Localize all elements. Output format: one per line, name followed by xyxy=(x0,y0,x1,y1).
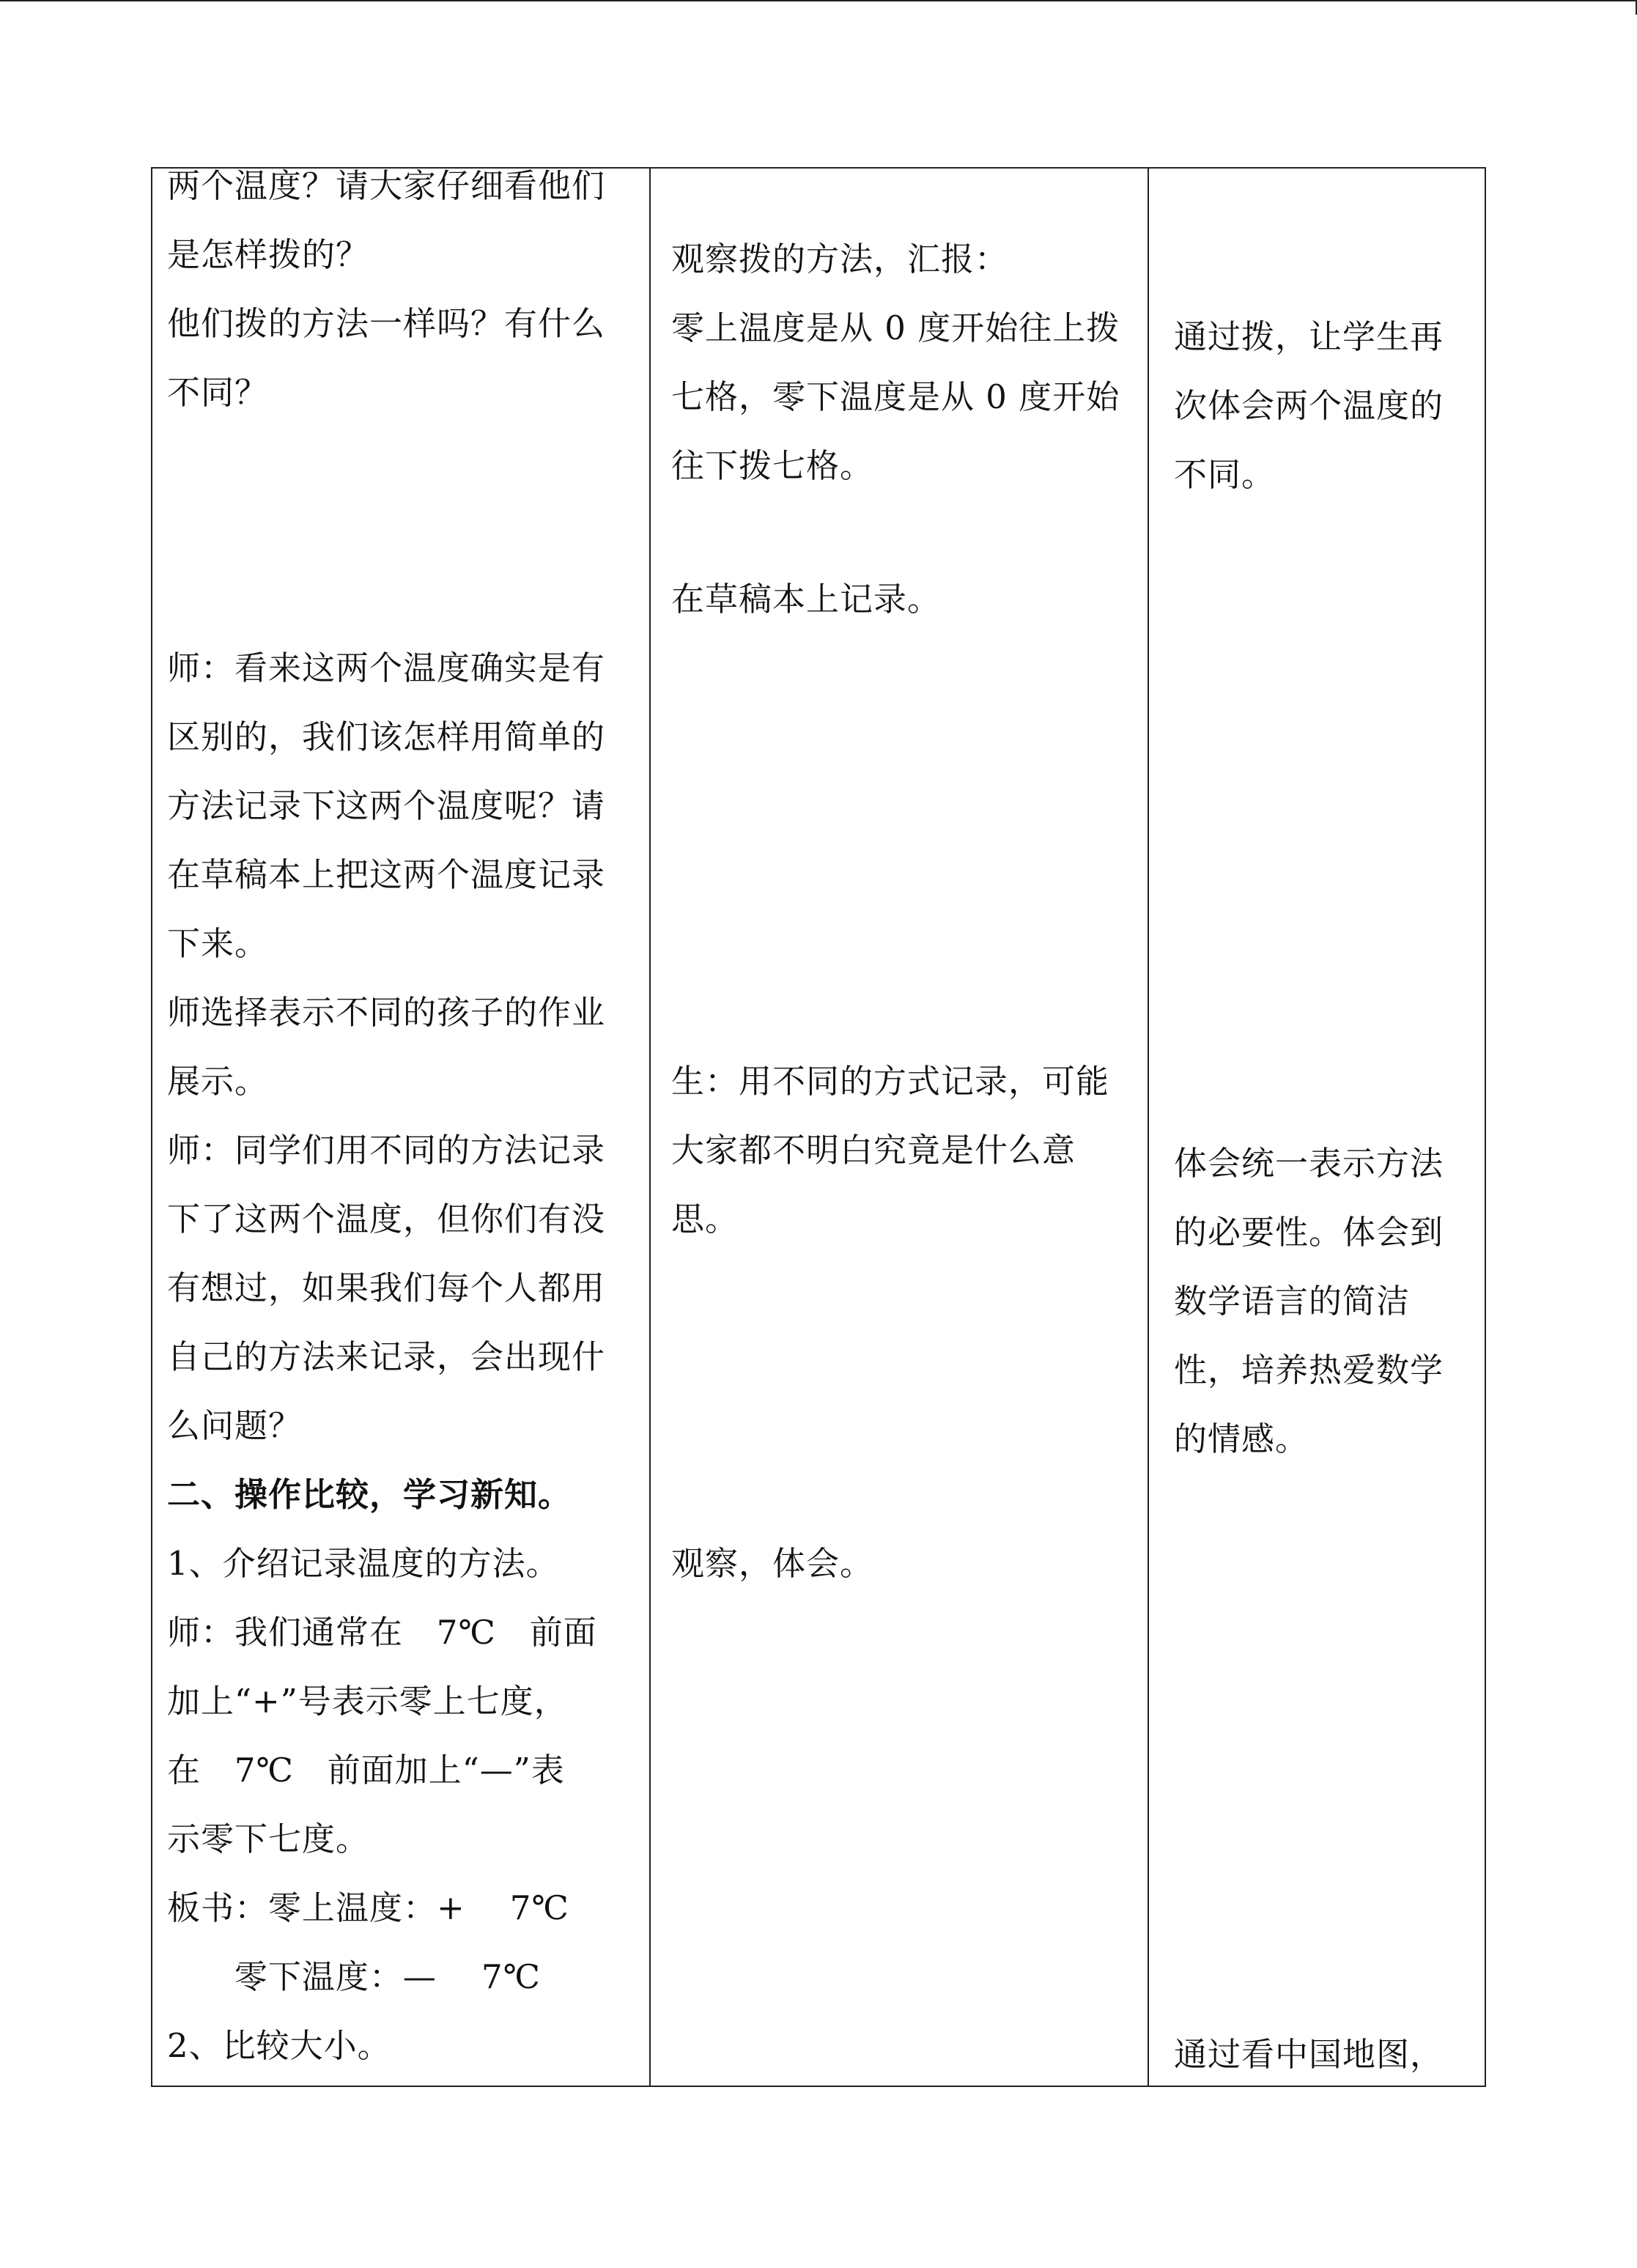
col1-text-line: 1、介绍记录温度的方法。 xyxy=(167,1544,560,1583)
col2-text-line: 大家都不明白究竟是什么意 xyxy=(671,1131,1076,1170)
col3-text-line: 体会统一表示方法 xyxy=(1174,1144,1444,1183)
col3-text-line: 的情感。 xyxy=(1174,1419,1309,1458)
col1-text-line: 示零下七度。 xyxy=(167,1820,370,1858)
col1-text-line: 师选择表示不同的孩子的作业 xyxy=(167,993,606,1032)
col3-text-line: 通过拨，让学生再 xyxy=(1174,317,1444,356)
col1-text-line: 么问题？ xyxy=(167,1406,303,1445)
col3-text-line: 不同。 xyxy=(1174,455,1276,494)
page-top-border xyxy=(0,0,1637,1)
col1-text-line: 师：我们通常在 7℃ 前面 xyxy=(167,1613,597,1652)
col1-text-line: 自己的方法来记录，会出现什 xyxy=(167,1337,606,1376)
col2-text-line: 七格，零下温度是从 0 度开始 xyxy=(671,377,1120,416)
column-divider-2 xyxy=(1148,169,1149,2086)
col1-text-line: 二、操作比较，学习新知。 xyxy=(167,1475,572,1514)
col3-text-line: 次体会两个温度的 xyxy=(1174,386,1444,425)
col2-text-line: 往下拨七格。 xyxy=(671,446,874,485)
col1-text-line: 零下温度：— 7℃ xyxy=(167,1957,542,1996)
col3-text-line: 性，培养热爱数学 xyxy=(1174,1351,1444,1389)
col1-text-line: 不同？ xyxy=(167,373,269,412)
col3-text-line: 通过看中国地图， xyxy=(1174,2035,1444,2074)
col1-text-line: 是怎样拨的？ xyxy=(167,235,370,274)
col2-text-line: 观察拨的方法，汇报： xyxy=(671,240,1009,278)
col1-text-line: 在草稿本上把这两个温度记录 xyxy=(167,855,606,894)
col1-text-line: 区别的，我们该怎样用简单的 xyxy=(167,717,606,756)
col3-text-line: 数学语言的简洁 xyxy=(1174,1282,1411,1320)
column-divider-1 xyxy=(649,169,651,2086)
col1-text-line: 两个温度？请大家仔细看他们 xyxy=(167,166,606,205)
col1-text-line: 下来。 xyxy=(167,924,269,963)
col1-text-line: 在 7℃ 前面加上“—”表 xyxy=(167,1751,565,1789)
col1-text-line: 他们拨的方法一样吗？有什么 xyxy=(167,304,606,343)
col1-text-line: 师：看来这两个温度确实是有 xyxy=(167,649,606,687)
col1-text-line: 加上“+”号表示零上七度， xyxy=(167,1682,568,1721)
col1-text-line: 方法记录下这两个温度呢？请 xyxy=(167,786,606,825)
col2-text-line: 零上温度是从 0 度开始往上拨 xyxy=(671,309,1120,347)
col2-text-line: 在草稿本上记录。 xyxy=(671,580,942,618)
col1-text-line: 2、比较大小。 xyxy=(167,2026,391,2065)
col1-text-line: 下了这两个温度，但你们有没 xyxy=(167,1200,606,1238)
col2-text-line: 生：用不同的方式记录，可能 xyxy=(671,1062,1110,1101)
col1-text-line: 板书：零上温度：+ 7℃ xyxy=(167,1888,569,1927)
col2-text-line: 观察，体会。 xyxy=(671,1544,874,1583)
col1-text-line: 师：同学们用不同的方法记录 xyxy=(167,1131,606,1170)
col1-text-line: 展示。 xyxy=(167,1062,269,1101)
col1-text-line: 有想过，如果我们每个人都用 xyxy=(167,1268,606,1307)
col2-text-line: 思。 xyxy=(671,1200,739,1238)
col3-text-line: 的必要性。体会到 xyxy=(1174,1213,1444,1252)
